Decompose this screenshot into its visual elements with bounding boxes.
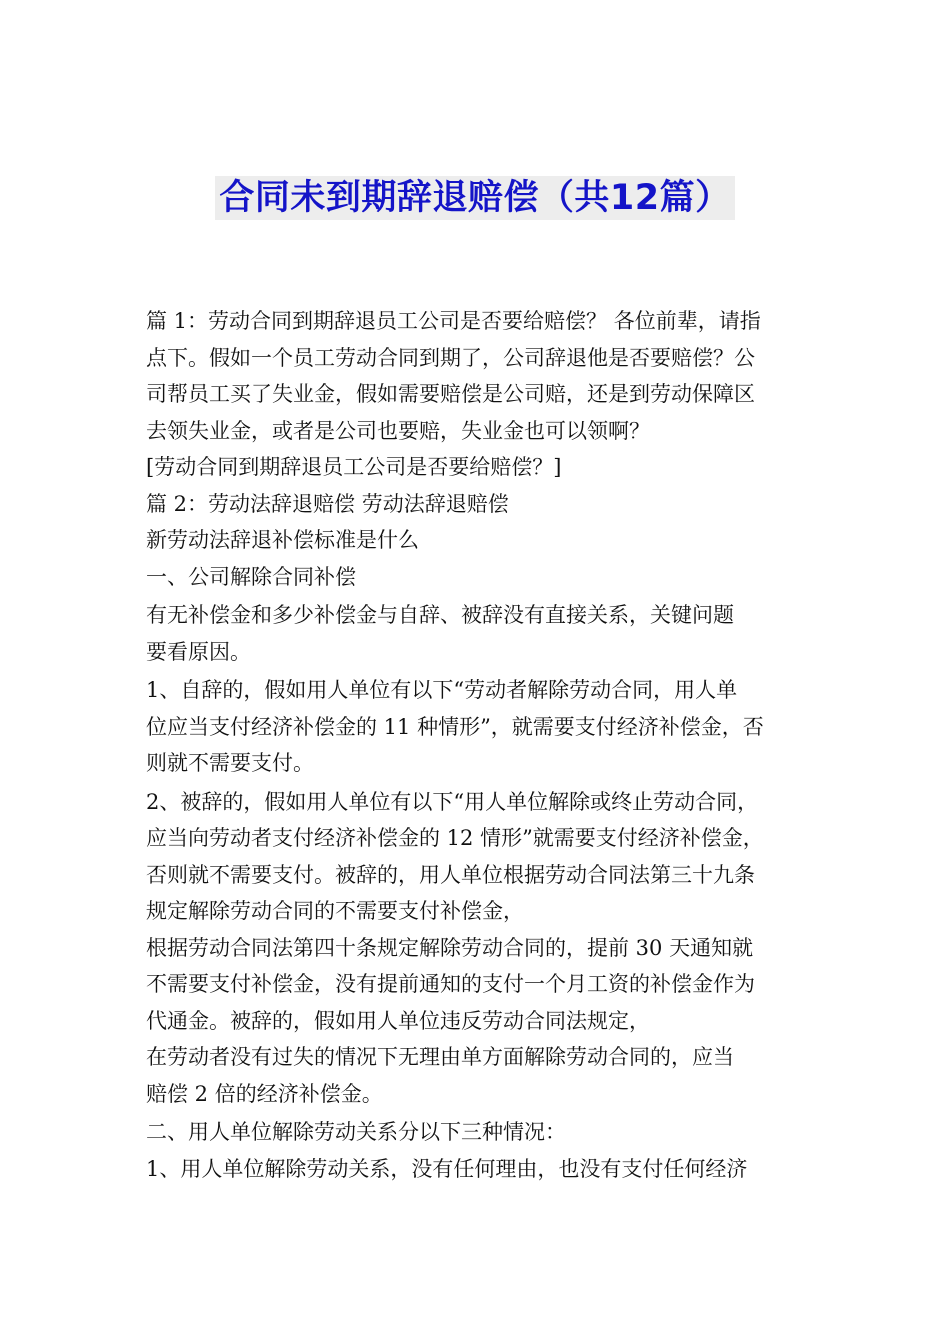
paragraph-line: 1、自辞的，假如用人单位有以下“劳动者解除劳动合同，用人单	[146, 678, 738, 702]
paragraph-line: 二、用人单位解除劳动关系分以下三种情况：	[146, 1120, 566, 1144]
paragraph-line: 一、公司解除合同补偿	[146, 564, 356, 589]
paragraph-line: 篇 1：劳动合同到期辞退员工公司是否要给赔偿？ 各位前辈，请指	[146, 309, 761, 333]
paragraph-line: 1、用人单位解除劳动关系，没有任何理由，也没有支付任何经济	[146, 1156, 748, 1181]
paragraph-line: 要看原因。	[146, 639, 251, 664]
document-title: 合同未到期辞退赔偿（共12篇）	[215, 176, 734, 220]
paragraph-line: [劳动合同到期辞退员工公司是否要给赔偿？]	[146, 455, 562, 479]
paragraph-line: 否则就不需要支付。被辞的，用人单位根据劳动合同法第三十九条	[146, 862, 755, 887]
paragraph-line: 根据劳动合同法第四十条规定解除劳动合同的，提前 30 天通知就	[146, 935, 754, 960]
paragraph-line: 代通金。被辞的，假如用人单位违反劳动合同法规定，	[146, 1008, 650, 1033]
paragraph-line: 篇 2：劳动法辞退赔偿 劳动法辞退赔偿	[146, 491, 509, 516]
paragraph-line: 应当向劳动者支付经济补偿金的 12 情形”就需要支付经济补偿金，	[146, 826, 764, 850]
paragraph-line: 赔偿 2 倍的经济补偿金。	[146, 1081, 383, 1106]
paragraph-line: 在劳动者没有过失的情况下无理由单方面解除劳动合同的，应当	[146, 1045, 734, 1069]
paragraph-line: 点下。假如一个员工劳动合同到期了，公司辞退他是否要赔偿？公	[146, 345, 755, 370]
paragraph-line: 司帮员工买了失业金，假如需要赔偿是公司赔，还是到劳动保障区	[146, 382, 755, 406]
paragraph-line: 位应当支付经济补偿金的 11 种情形”，就需要支付经济补偿金，否	[146, 714, 764, 739]
title-area	[0, 176, 950, 220]
paragraph-line: 则就不需要支付。	[146, 751, 314, 775]
paragraph-line: 2、被辞的，假如用人单位有以下“用人单位解除或终止劳动合同，	[146, 789, 759, 814]
paragraph-line: 不需要支付补偿金，没有提前通知的支付一个月工资的补偿金作为	[146, 972, 755, 996]
paragraph-line: 新劳动法辞退补偿标准是什么	[146, 528, 419, 552]
paragraph-line: 去领失业金，或者是公司也要赔，失业金也可以领啊？	[146, 418, 650, 443]
document-body	[146, 303, 811, 1187]
paragraph-line: 规定解除劳动合同的不需要支付补偿金，	[146, 899, 524, 923]
paragraph-line: 有无补偿金和多少补偿金与自辞、被辞没有直接关系，关键问题	[146, 603, 734, 627]
